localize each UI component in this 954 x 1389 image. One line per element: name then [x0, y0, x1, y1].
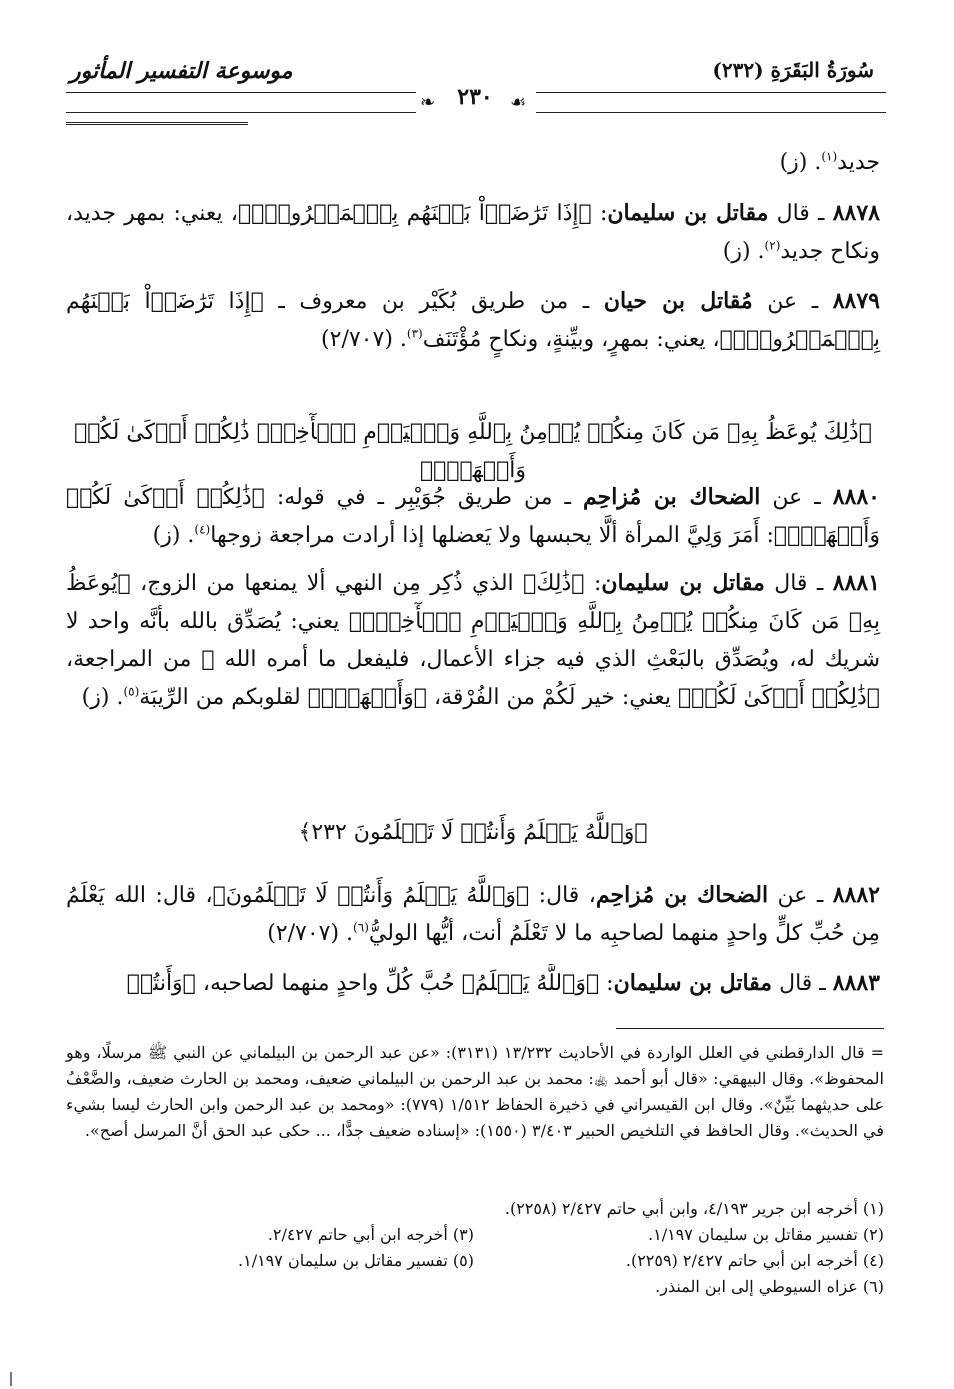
surah-title: سُورَةُ البَقَرَةِ (٢٣٢)	[712, 58, 874, 82]
ornament-icon: ❧	[420, 92, 436, 113]
attribution: . (٢/٧٠٧)	[267, 921, 354, 946]
narrator-name: مُقاتل بن حيان	[603, 288, 753, 314]
lead-text: ـ عن	[760, 485, 833, 510]
narrator-name: الضحاك بن مُزاحِم	[582, 484, 761, 510]
footnote-mark: (٣)	[406, 326, 423, 341]
narrator-name: مقاتل بن سليمان	[613, 970, 773, 996]
colon: :	[591, 201, 608, 226]
narration-8878	[66, 194, 880, 271]
footnote-4: (٤) أخرجه ابن أبي حاتم ٢/٤٢٧ (٢٢٥٩).	[625, 1251, 884, 1270]
narration-number: ٨٨٧٩	[832, 288, 880, 314]
quran-quote: ﴿إِذَا تَرَٰضَوۡاْ بَيۡنَهُم بِٱلۡمَعۡرُوفِۗ﴾	[66, 289, 880, 352]
quran-quote: ﴿وَٱللَّهُ يَعۡلَمُ وَأَنتُمۡ لَا تَعۡلَمُونَ﴾	[212, 883, 530, 908]
header-rule-right-lower	[536, 112, 886, 113]
page-number: ٢٣٠	[457, 84, 493, 110]
paragraph-text: : أَمَرَ وَلِيَّ المرأة ألَّا يحبسها ولا يَعضلها إذا أرادت مراجعة زوجها	[210, 523, 774, 548]
narration-8880	[66, 478, 880, 555]
narrator-name: مقاتل بن سليمان	[601, 570, 765, 596]
paragraph-text: جديد	[837, 150, 880, 175]
quran-quote: ﴿ذَٰلِكَ﴾	[523, 571, 585, 596]
ayah-heading: ﴿ذَٰلِكَ يُوعَظُ بِهِۦ مَن كَانَ مِنكُمۡ يُؤۡمِنُ بِٱللَّهِ وَٱلۡيَوۡمِ ٱلۡأٓخِرِۗ ذَٰلِكُمۡ أَزۡكَىٰ لَكُمۡ وَأَطۡهَرُۚ﴾	[74, 420, 872, 483]
header-double-rule	[66, 122, 248, 125]
chain-text: ، قال:	[529, 883, 596, 908]
paragraph-text: ، يعني: بمهر جديد، ونكاح جديد	[66, 201, 880, 264]
footnote-3: (٣) أخرجه ابن أبي حاتم ٢/٤٢٧.	[267, 1225, 474, 1244]
quran-quote: ﴿ذَٰلِكُمۡ أَزۡكَىٰ لَكُمۡ﴾	[677, 685, 880, 710]
footnote-1: (١) أخرجه ابن جرير ٤/١٩٣، وابن أبي حاتم ٢/٤٢٧ (٢٢٥٨).	[504, 1199, 884, 1218]
paragraph-text: حُبَّ كُلِّ واحدٍ منهما لصاحبه،	[195, 971, 462, 996]
chain-text: ـ من طريق بُكَيْر بن معروف ـ	[263, 289, 604, 314]
paragraph-text: يعني: خير لَكُمْ من الفُرْقة،	[426, 685, 678, 710]
lead-text: ـ قال	[768, 201, 833, 226]
paragraph-text: الذي ذُكِر مِن النهي ألا يمنعها من الزوج،	[130, 571, 524, 596]
attribution: . (٢/٧٠٧)	[321, 327, 407, 352]
footnote-5: (٥) تفسير مقاتل بن سليمان ١/١٩٧.	[238, 1251, 474, 1270]
paragraph-text: يعني: يُصَدِّق بالله بأنَّه واحد لا شريك له، ويُصَدِّق بالبَعْثِ الذي فيه جزاء الأعمال، فليفعل ما أمره الله ﷻ من المراجعة،	[66, 609, 880, 672]
footnote-2: (٢) تفسير مقاتل بن سليمان ١/١٩٧.	[648, 1225, 884, 1244]
scan-mark	[10, 1372, 12, 1386]
lead-text: ـ عن	[752, 289, 833, 314]
paragraph-text: لقلوبكم من الرِّيبَة	[139, 685, 308, 710]
footnote-mark: (٦)	[353, 920, 369, 935]
lead-text: ـ قال	[772, 971, 833, 996]
quran-quote: ﴿إِذَا تَرَٰضَوۡاْ بَيۡنَهُم بِٱلۡمَعۡرُوفِۗ﴾	[237, 201, 592, 226]
quran-quote: ﴿ذَٰلِكُمۡ أَزۡكَىٰ لَكُمۡ وَأَطۡهَرُۚ﴾	[66, 485, 880, 548]
ornament-icon: ☙	[510, 92, 527, 113]
attribution: . (ز)	[779, 150, 822, 175]
paragraph-text: ، قال: الله يَعْلَمُ مِن حُبِّ كلٍّ واحدٍ منهما لصاحبِه ما لا تَعْلَمُ أنت، أيُّها الوليُّ	[66, 883, 880, 946]
footnote-mark: (١)	[821, 149, 838, 164]
colon: :	[599, 971, 614, 996]
narration-8883	[66, 964, 880, 1004]
narration-8881	[66, 564, 880, 717]
narration-8882	[66, 876, 880, 953]
ayah-heading: ﴿وَٱللَّهُ يَعۡلَمُ وَأَنتُمۡ لَا تَعۡلَمُونَ ٢٣٢﴾	[298, 820, 648, 845]
footnote-separator	[616, 1028, 884, 1029]
header-rule-left-lower	[66, 112, 416, 113]
lead-text: ـ عن	[768, 883, 833, 908]
header-rule-left	[66, 92, 416, 93]
paragraph-text: ، يعني: بمهرٍ، وبيِّنةٍ، ونكاحٍ مُؤْتَنَف	[422, 327, 720, 352]
lead-text: ـ قال	[764, 571, 833, 596]
narration-number: ٨٨٨١	[832, 570, 880, 596]
attribution: . (ز)	[152, 523, 195, 548]
narrator-name: مقاتل بن سليمان	[607, 200, 769, 226]
colon: :	[584, 571, 602, 596]
narration-8879	[66, 282, 880, 359]
attribution: . (ز)	[81, 685, 124, 710]
footnote-mark: (٢)	[764, 238, 781, 253]
chain-text: ـ من طريق جُوَيْبِر ـ في قوله:	[264, 485, 583, 510]
quran-quote: ﴿وَأَطۡهَرُۚ﴾	[307, 685, 427, 710]
narration-number: ٨٨٨٢	[832, 882, 880, 908]
footnote-6: (٦) عزاه السيوطي إلى ابن المنذر.	[655, 1277, 884, 1296]
footnote-mark: (٤)	[194, 522, 211, 537]
attribution: . (ز)	[722, 239, 765, 264]
narration-number: ٨٨٨٣	[832, 970, 880, 996]
narration-number: ٨٨٨٠	[832, 484, 880, 510]
header-rule-right	[536, 92, 886, 93]
footnote-continued: = قال الدارقطني في العلل الواردة في الأحاديث ١٣/٢٣٢ (٣١٣١): «عن عبد الرحمن بن البيلماني عن النبي ﷺ مرسلًا، وهو المحفوظ». وقال البيهقي: «قال أبو أحمد ﵀: محمد بن عبد الرحمن بن البيلماني ضعيف، ومحمد بن الحارث ضعيف، والضَّعْفُ على حديثهما بَيِّنٌ». وقال ابن القيسراني في ذخيرة الحفاظ ١/٥١٢ (٧٧٩): «ومحمد بن عبد الرحمن وابن الحارث ليسا بشيء في الحديث». وقال الحافظ في التلخيص الحبير ٣/٤٠٣ (١٥٥٠): «إسناده ضعيف جدًّا، ... حكى عبد الحق أنَّ المرسل أصح».	[66, 1043, 885, 1140]
narrator-name: الضحاك بن مُزاحِم	[595, 882, 769, 908]
quran-quote: ﴿وَأَنتُمۡ	[126, 971, 196, 996]
footnote-mark: (٥)	[123, 684, 140, 699]
narration-number: ٨٨٧٨	[832, 200, 880, 226]
quran-quote: ﴿وَٱللَّهُ يَعۡلَمُ﴾	[461, 971, 600, 996]
quran-quote: ﴿يُوعَظُ بِهِۦ مَن كَانَ مِنكُمۡ يُؤۡمِنُ بِٱللَّهِ وَٱلۡيَوۡمِ ٱلۡأٓخِرِۗ﴾	[66, 571, 880, 634]
book-title: موسوعة التفسير المأثور	[70, 58, 293, 84]
paragraph-continuation	[66, 144, 880, 182]
